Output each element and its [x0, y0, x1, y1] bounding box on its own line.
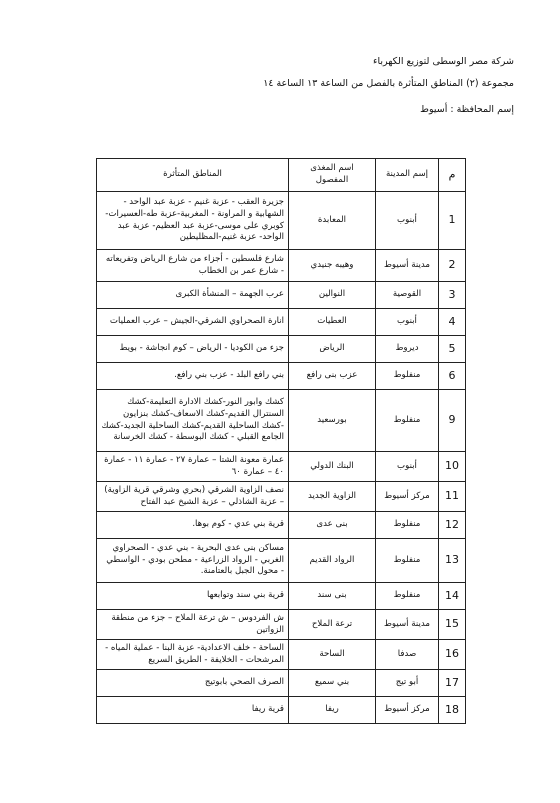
- city-cell: أبنوب: [376, 452, 439, 482]
- table-row: [97, 539, 466, 583]
- feeder-cell: ريفا: [289, 697, 376, 724]
- feeder-cell: المعابدة: [289, 192, 376, 250]
- governorate-label: إسم المحافظة : أسيوط: [420, 104, 514, 115]
- areas-cell: الصرف الصحي بابوتيج: [97, 670, 289, 697]
- column-header-city: إسم المدينة: [376, 159, 439, 192]
- table-row: [97, 452, 466, 482]
- feeder-cell: وهيبه جنيدي: [289, 250, 376, 282]
- table-row: [97, 363, 466, 390]
- areas-cell: ش الفردوس – ش ترعة الملاح – جزء من منطقة الزواتين: [97, 610, 289, 640]
- row-number: 1: [439, 192, 466, 250]
- row-number: 14: [439, 583, 466, 610]
- table-header-row: [97, 159, 466, 192]
- table-row: [97, 610, 466, 640]
- table-row: [97, 512, 466, 539]
- areas-cell: جزيرة العقب - عزبة غنيم - عزبة عبد الواحد - الشهابية و المراونة - المغربية-عزبة طه-العسيرات- كوبري على موسى-عزبة عبد العظيم- عزبة عبد الواحد- عزبة غنيم-المظليطين: [97, 192, 289, 250]
- areas-cell: نصف الزاوية الشرقي (بحري وشرقي قرية الزاوية) – عزبة الشاذلي – عزبة الشيخ عبد الفتاح: [97, 482, 289, 512]
- areas-cell: قرية ريفا: [97, 697, 289, 724]
- city-cell: أبنوب: [376, 309, 439, 336]
- row-number: 18: [439, 697, 466, 724]
- row-number: 9: [439, 390, 466, 452]
- city-cell: منفلوط: [376, 512, 439, 539]
- row-number: 3: [439, 282, 466, 309]
- row-number: 5: [439, 336, 466, 363]
- feeder-cell: ترعة الملاح: [289, 610, 376, 640]
- row-number: 2: [439, 250, 466, 282]
- table-row: [97, 192, 466, 250]
- row-number: 17: [439, 670, 466, 697]
- feeder-cell: البنك الدولي: [289, 452, 376, 482]
- areas-cell: كشك وابور النور-كشك الادارة التعليمة-كشك السنترال القديم-كشك الاسعاف-كشك بنزايون -كشك الساحلية القديم-كشك الساحلية الجديد-كشك الجامع القبلي - كشك البوسطة - كشك الخرسانة: [97, 390, 289, 452]
- city-cell: منفلوط: [376, 390, 439, 452]
- city-cell: منفلوط: [376, 539, 439, 583]
- feeder-cell: الرواد القديم: [289, 539, 376, 583]
- column-header-areas: المناطق المتأثرة: [97, 159, 289, 192]
- feeder-cell: العطيات: [289, 309, 376, 336]
- areas-cell: عرب الجهمة – المنشأة الكبرى: [97, 282, 289, 309]
- row-number: 12: [439, 512, 466, 539]
- table-row: [97, 390, 466, 452]
- table-row: [97, 309, 466, 336]
- row-number: 10: [439, 452, 466, 482]
- table-row: [97, 282, 466, 309]
- city-cell: منفلوط: [376, 583, 439, 610]
- table-row: [97, 640, 466, 670]
- areas-cell: جزء من الكوديا - الرياض – كوم انجاشة - بويط: [97, 336, 289, 363]
- feeder-cell: النوالين: [289, 282, 376, 309]
- row-number: 16: [439, 640, 466, 670]
- feeder-cell: الساحة: [289, 640, 376, 670]
- city-cell: القوصية: [376, 282, 439, 309]
- areas-cell: مساكن بنى عدى البحرية - بني عدي - الصحراوي الغربي - الرواد الزراعية - مطحن بودي - الواسطي - محول الجبل بالعتامنة.: [97, 539, 289, 583]
- areas-cell: قرية بني عدي - كوم بوها.: [97, 512, 289, 539]
- affected-areas-table: [96, 158, 466, 724]
- areas-cell: بني رافع البلد - عزب بني رافع.: [97, 363, 289, 390]
- feeder-cell: عزب بنى رافع: [289, 363, 376, 390]
- city-cell: منفلوط: [376, 363, 439, 390]
- row-number: 6: [439, 363, 466, 390]
- feeder-cell: بنى عدى: [289, 512, 376, 539]
- row-number: 15: [439, 610, 466, 640]
- city-cell: مدينة أسيوط: [376, 250, 439, 282]
- row-number: 4: [439, 309, 466, 336]
- column-header-number: م: [439, 159, 466, 192]
- table-row: [97, 482, 466, 512]
- areas-cell: شارع فلسطين - أجزاء من شارع الرياض وتفريعاته - شارع عمر بن الخطاب: [97, 250, 289, 282]
- areas-cell: الساحة - خلف الاعدادية- عزبة البنا - عملية المياه - المرشحات - الخلايفة - الطريق السريع: [97, 640, 289, 670]
- row-number: 13: [439, 539, 466, 583]
- city-cell: ديروط: [376, 336, 439, 363]
- city-cell: صدفا: [376, 640, 439, 670]
- city-cell: مركز أسيوط: [376, 482, 439, 512]
- table-row: [97, 670, 466, 697]
- feeder-cell: بورسعيد: [289, 390, 376, 452]
- table-row: [97, 697, 466, 724]
- areas-cell: عمارة معونة الشتا – عمارة ٢٧ - عمارة ١١ - عمارة ٤٠ – عمارة ٦٠: [97, 452, 289, 482]
- row-number: 11: [439, 482, 466, 512]
- city-cell: مركز أسيوط: [376, 697, 439, 724]
- table-row: [97, 583, 466, 610]
- city-cell: أبو تيج: [376, 670, 439, 697]
- feeder-cell: الزاوية الجديد: [289, 482, 376, 512]
- areas-cell: انارة الصحراوي الشرقي-الجيش – عرب العمليات: [97, 309, 289, 336]
- table-row: [97, 250, 466, 282]
- areas-cell: قرية بني سند وتوابعها: [97, 583, 289, 610]
- feeder-cell: بني سميع: [289, 670, 376, 697]
- city-cell: مدينة أسيوط: [376, 610, 439, 640]
- company-name: شركة مصر الوسطى لتوزيع الكهرباء: [373, 56, 514, 67]
- table-row: [97, 336, 466, 363]
- city-cell: أبنوب: [376, 192, 439, 250]
- column-header-feeder: اسم المغذى المفصول: [289, 159, 376, 192]
- feeder-cell: الرياض: [289, 336, 376, 363]
- feeder-cell: بنى سند: [289, 583, 376, 610]
- group-heading: مجموعة (٢) المناطق المتأثرة بالفصل من الساعة ١٣ الساعة ١٤: [263, 78, 514, 89]
